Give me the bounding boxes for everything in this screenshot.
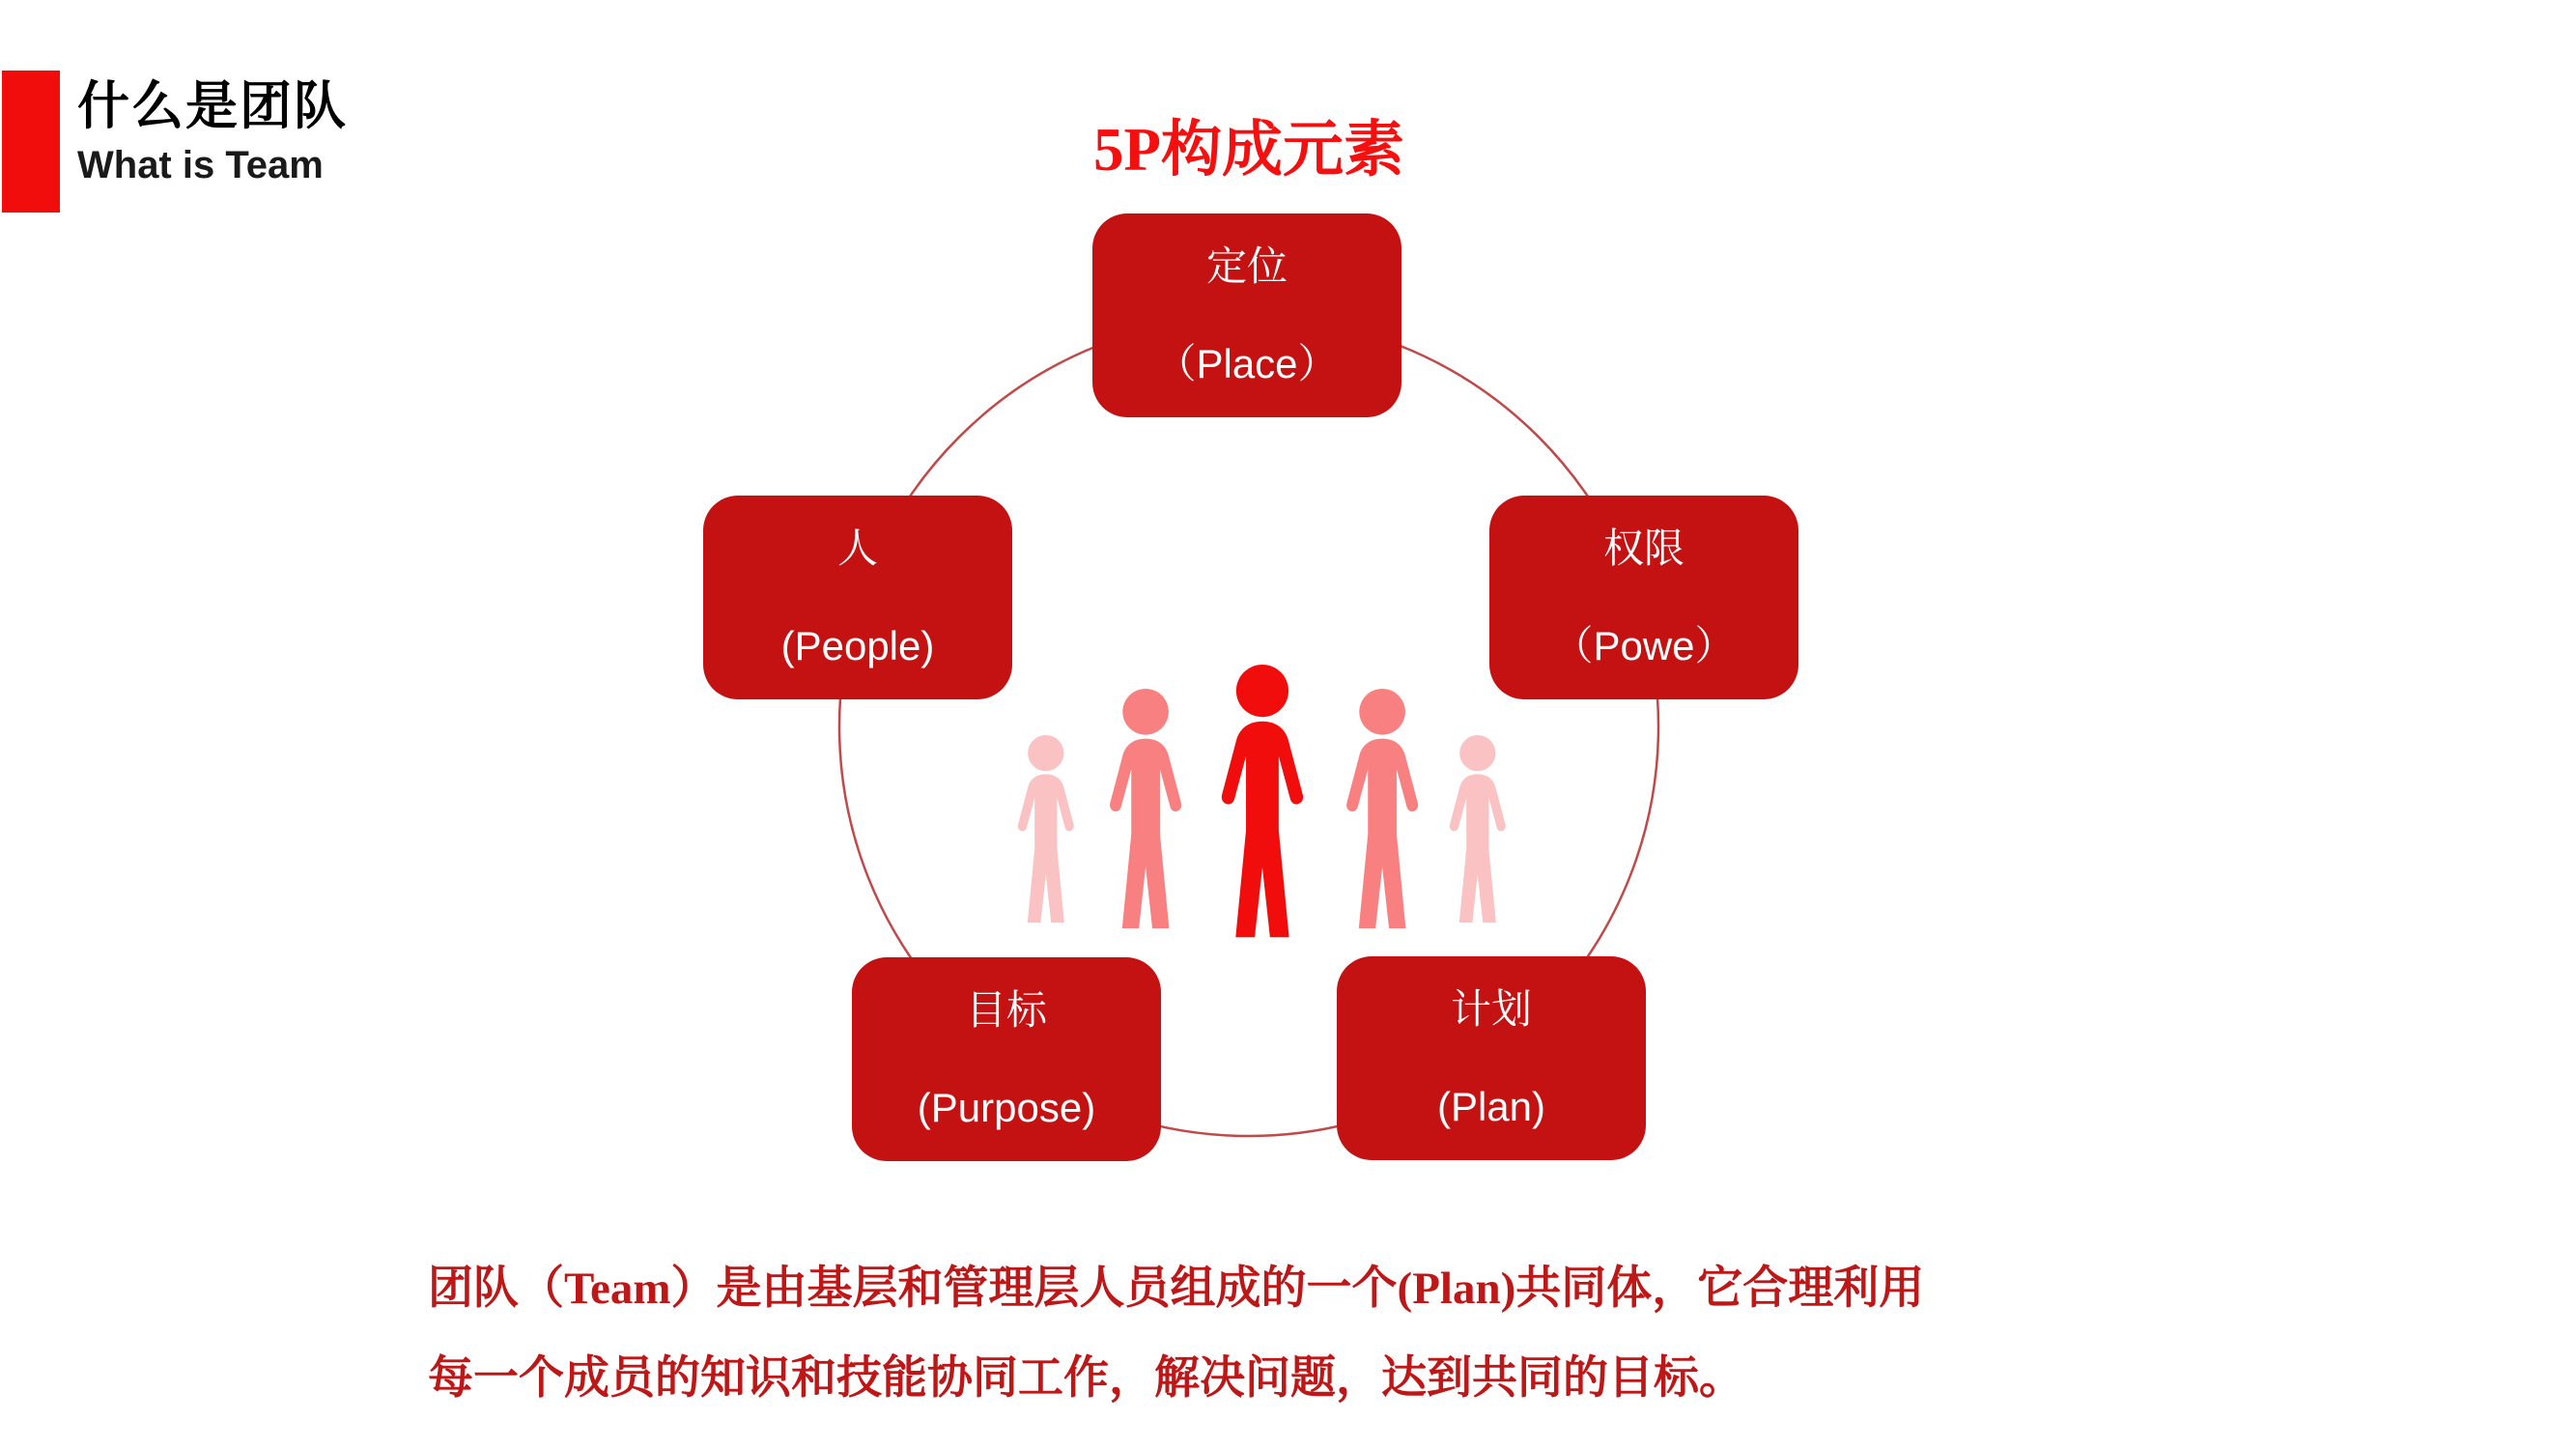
person-figure-inner-left: [1110, 689, 1181, 928]
box-people-label-zh: 人: [836, 526, 878, 571]
box-place: [1092, 213, 1401, 417]
team-definition-line-1: 团队（Team）是由基层和管理层人员组成的一个(Plan)共同体，它合理利用: [428, 1264, 1925, 1314]
box-purpose-label-en: (Purpose): [917, 1085, 1096, 1130]
diagram-title: 5P构成元素: [1093, 116, 1404, 184]
person-figure-center: [1222, 665, 1303, 937]
person-figure-outer-left: [1018, 735, 1074, 923]
box-power-label-en: （Powe）: [1552, 623, 1736, 668]
box-people: [703, 496, 1012, 699]
box-place-label-zh: 定位: [1205, 243, 1288, 289]
person-figure-outer-right: [1450, 735, 1506, 923]
box-place-label-en: （Place）: [1155, 341, 1339, 386]
page-title: 什么是团队: [77, 74, 348, 136]
box-plan-label-zh: 计划: [1450, 986, 1532, 1032]
team-definition-line-2: 每一个成员的知识和技能协同工作，解决问题，达到共同的目标。: [428, 1353, 1744, 1404]
box-purpose-label-zh: 目标: [965, 987, 1047, 1033]
box-purpose: [852, 957, 1161, 1161]
page-subtitle: What is Team: [77, 144, 324, 186]
box-power-label-zh: 权限: [1602, 526, 1684, 571]
box-plan: [1337, 956, 1646, 1160]
box-plan-label-en: (Plan): [1436, 1084, 1546, 1129]
box-power: [1489, 496, 1798, 699]
person-figure-inner-right: [1346, 689, 1418, 928]
box-people-label-en: (People): [780, 623, 935, 668]
